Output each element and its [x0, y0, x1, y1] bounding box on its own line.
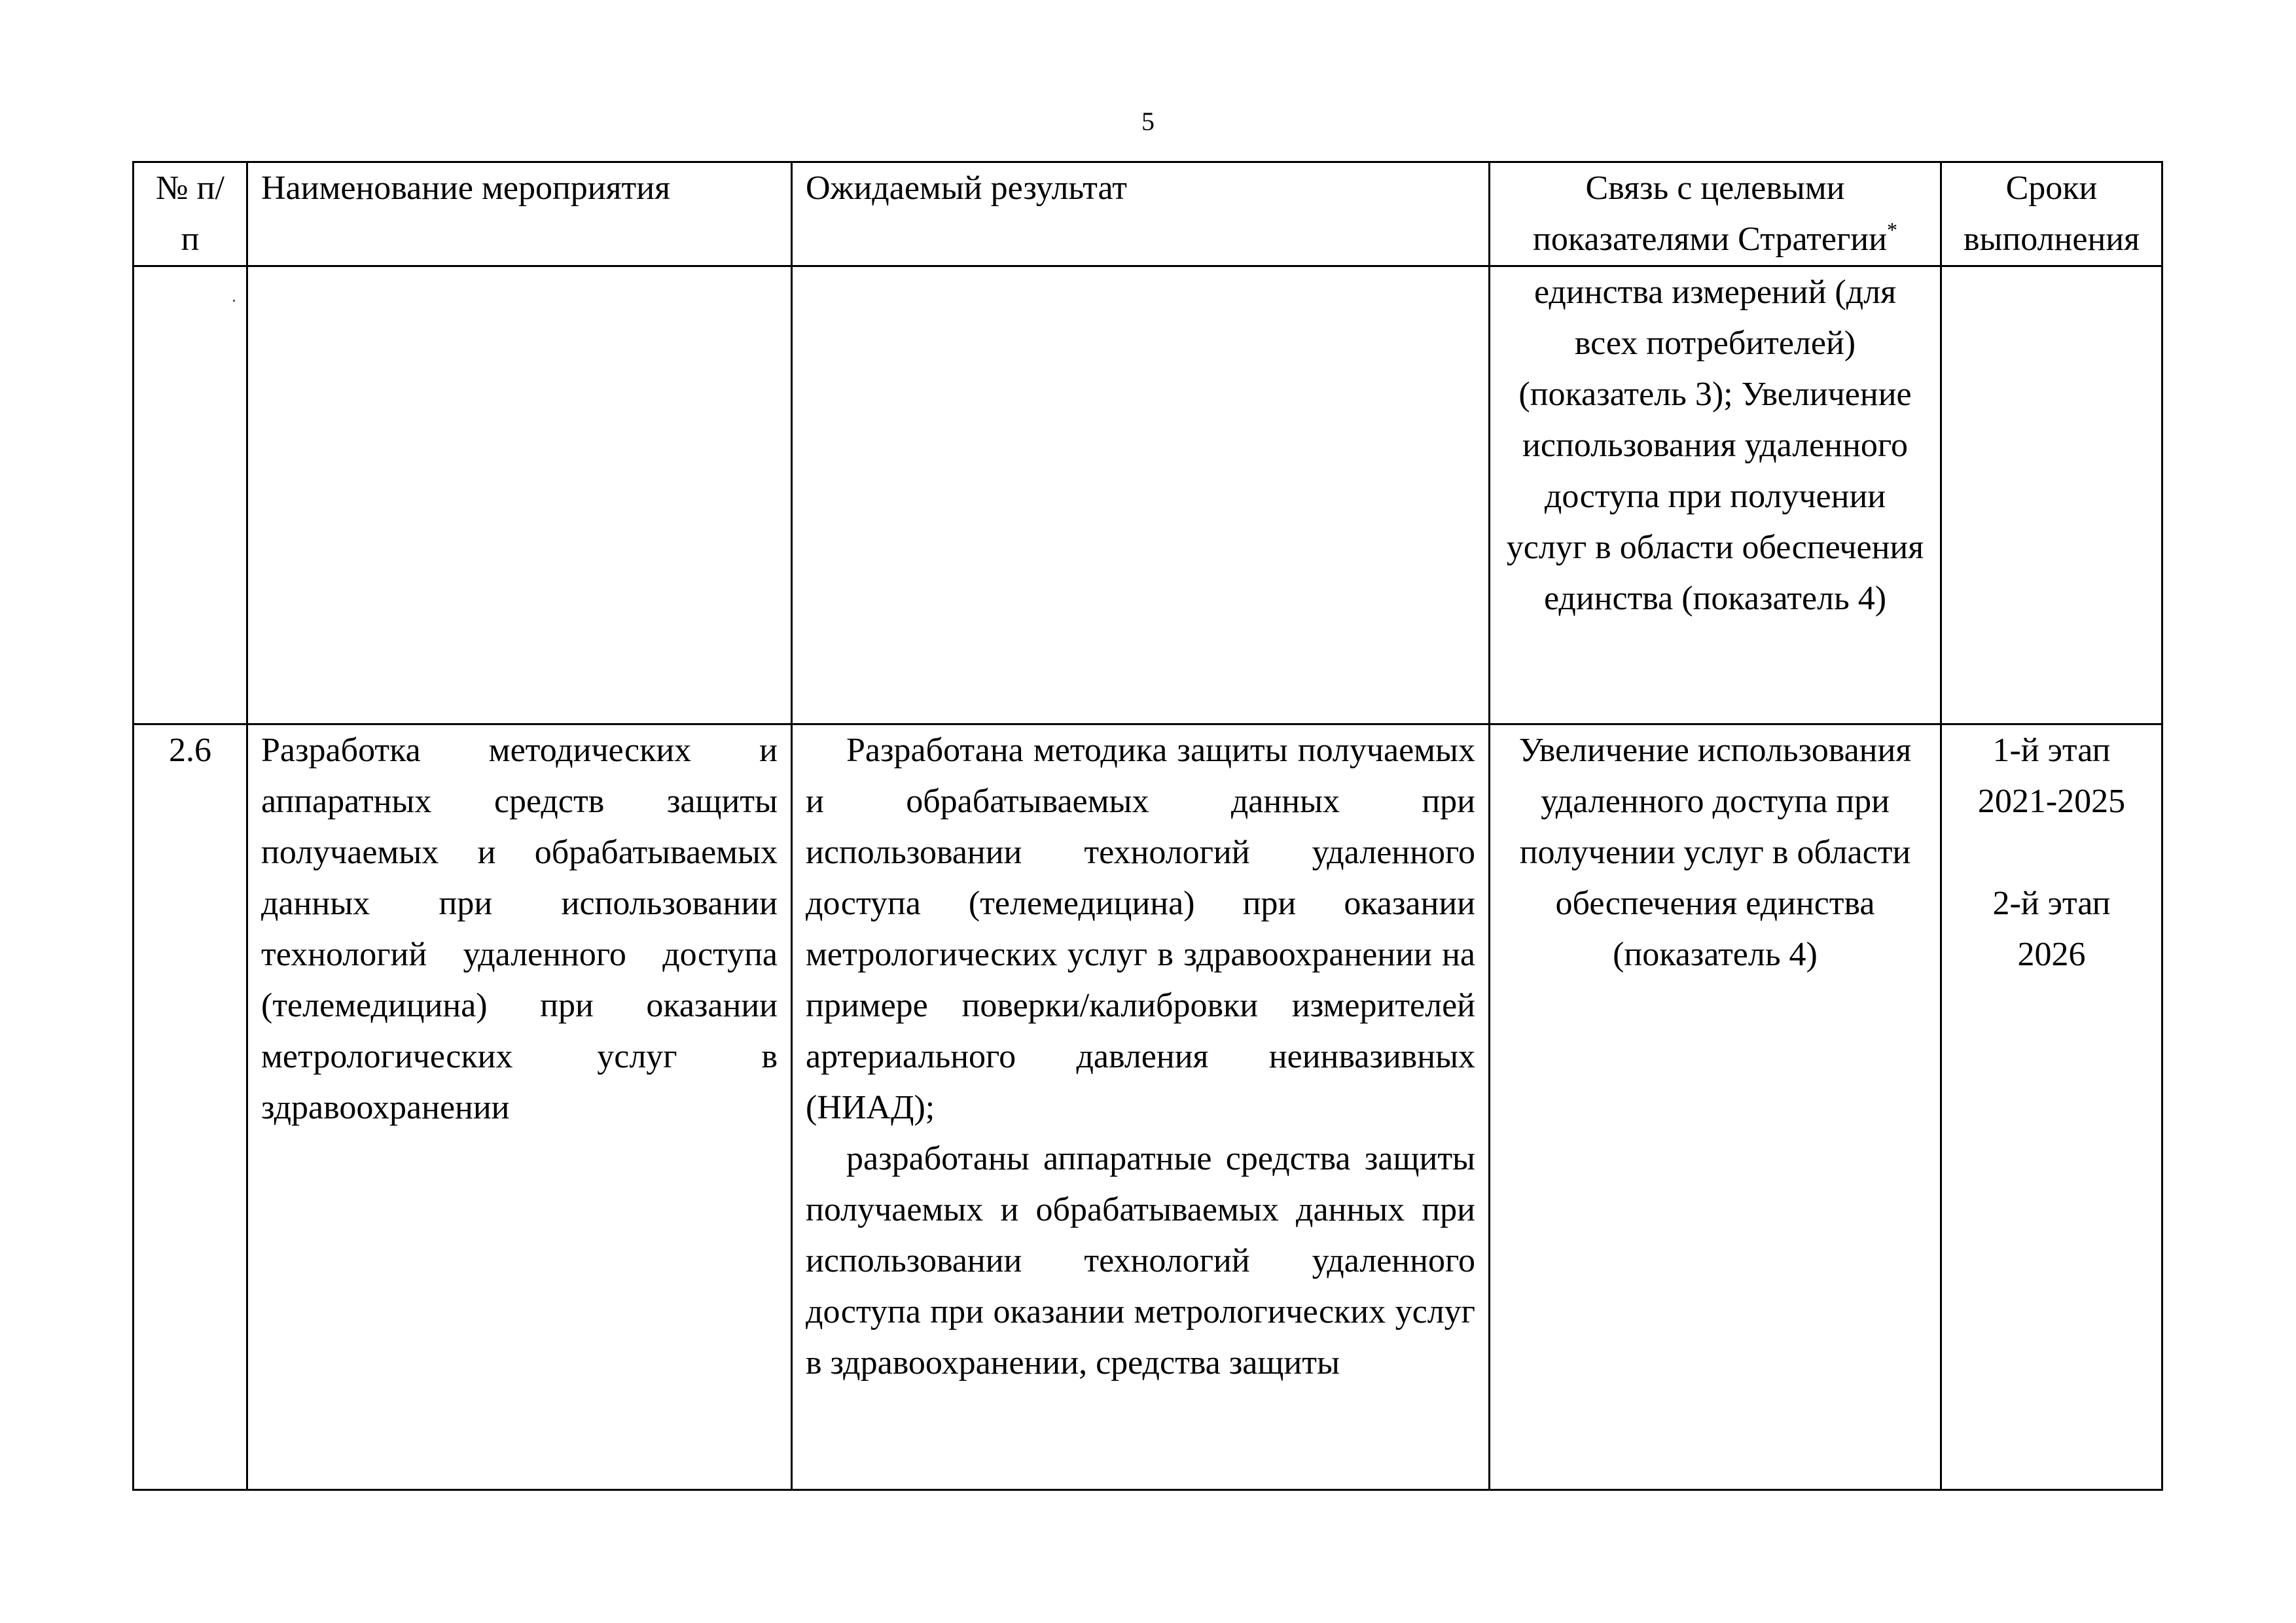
table-row: [134, 266, 2162, 724]
row-terms-cell: [1941, 266, 2162, 724]
result-paragraph: разработаны аппаратные средства защиты получаемых и обрабатываемых данных при использовании технологий удаленного доступа при оказании метрологических услуг в здравоохранении, средства защиты: [806, 1140, 1475, 1382]
row-terms-cell: [1941, 724, 2162, 1490]
header-number: № п/п: [134, 162, 247, 266]
row-result-cell: [792, 724, 1490, 1490]
result-paragraph: Разработана методика защиты получаемых и обрабатываемых данных при использовании технологий удаленного доступа (телемедицина) при оказании метрологических услуг в здравоохранении на примере поверки/калибровки измерителей артериального давления неинвазивных (НИАД);: [806, 732, 1475, 1126]
stage-2-years: 2026: [2017, 936, 2086, 973]
header-terms: Сроки выполнения: [1941, 162, 2162, 266]
row-name-cell: Разработка методических и аппаратных средств защиты получаемых и обрабатываемых данных при использовании технологий удаленного доступа (телемедицина) при оказании метрологических услуг в здравоохранении: [247, 724, 792, 1490]
footnote-mark: *: [1886, 218, 1897, 241]
stage-1-years: 2021-2025: [1977, 783, 2126, 820]
row-number-cell: 2.6: [134, 724, 247, 1490]
stage-spacer: [1955, 827, 2148, 878]
page-number: 5: [1141, 107, 1155, 136]
measures-table: [132, 161, 2163, 1491]
stage-2-label: 2-й этап: [1992, 885, 2111, 922]
row-result-cell: [792, 266, 1490, 724]
table-row: [134, 724, 2162, 1490]
header-name: Наименование мероприятия: [247, 162, 792, 266]
stage-1-label: 1-й этап: [1992, 732, 2111, 769]
header-row: [134, 162, 2162, 266]
header-result: Ожидаемый результат: [792, 162, 1490, 266]
header-link-label: Связь с целевыми показателями Стратегии: [1533, 169, 1887, 258]
row-link-cell: единства измерений (для всех потребителей) (показатель 3); Увеличение использования удаленного доступа при получении услуг в области обеспечения единства (показатель 4): [1490, 266, 1941, 724]
row-name-cell: [247, 266, 792, 724]
row-number-cell: [134, 266, 247, 724]
row-link-cell: Увеличение использования удаленного доступа при получении услуг в области обеспечения единства (показатель 4): [1490, 724, 1941, 1490]
header-link: [1490, 162, 1941, 266]
